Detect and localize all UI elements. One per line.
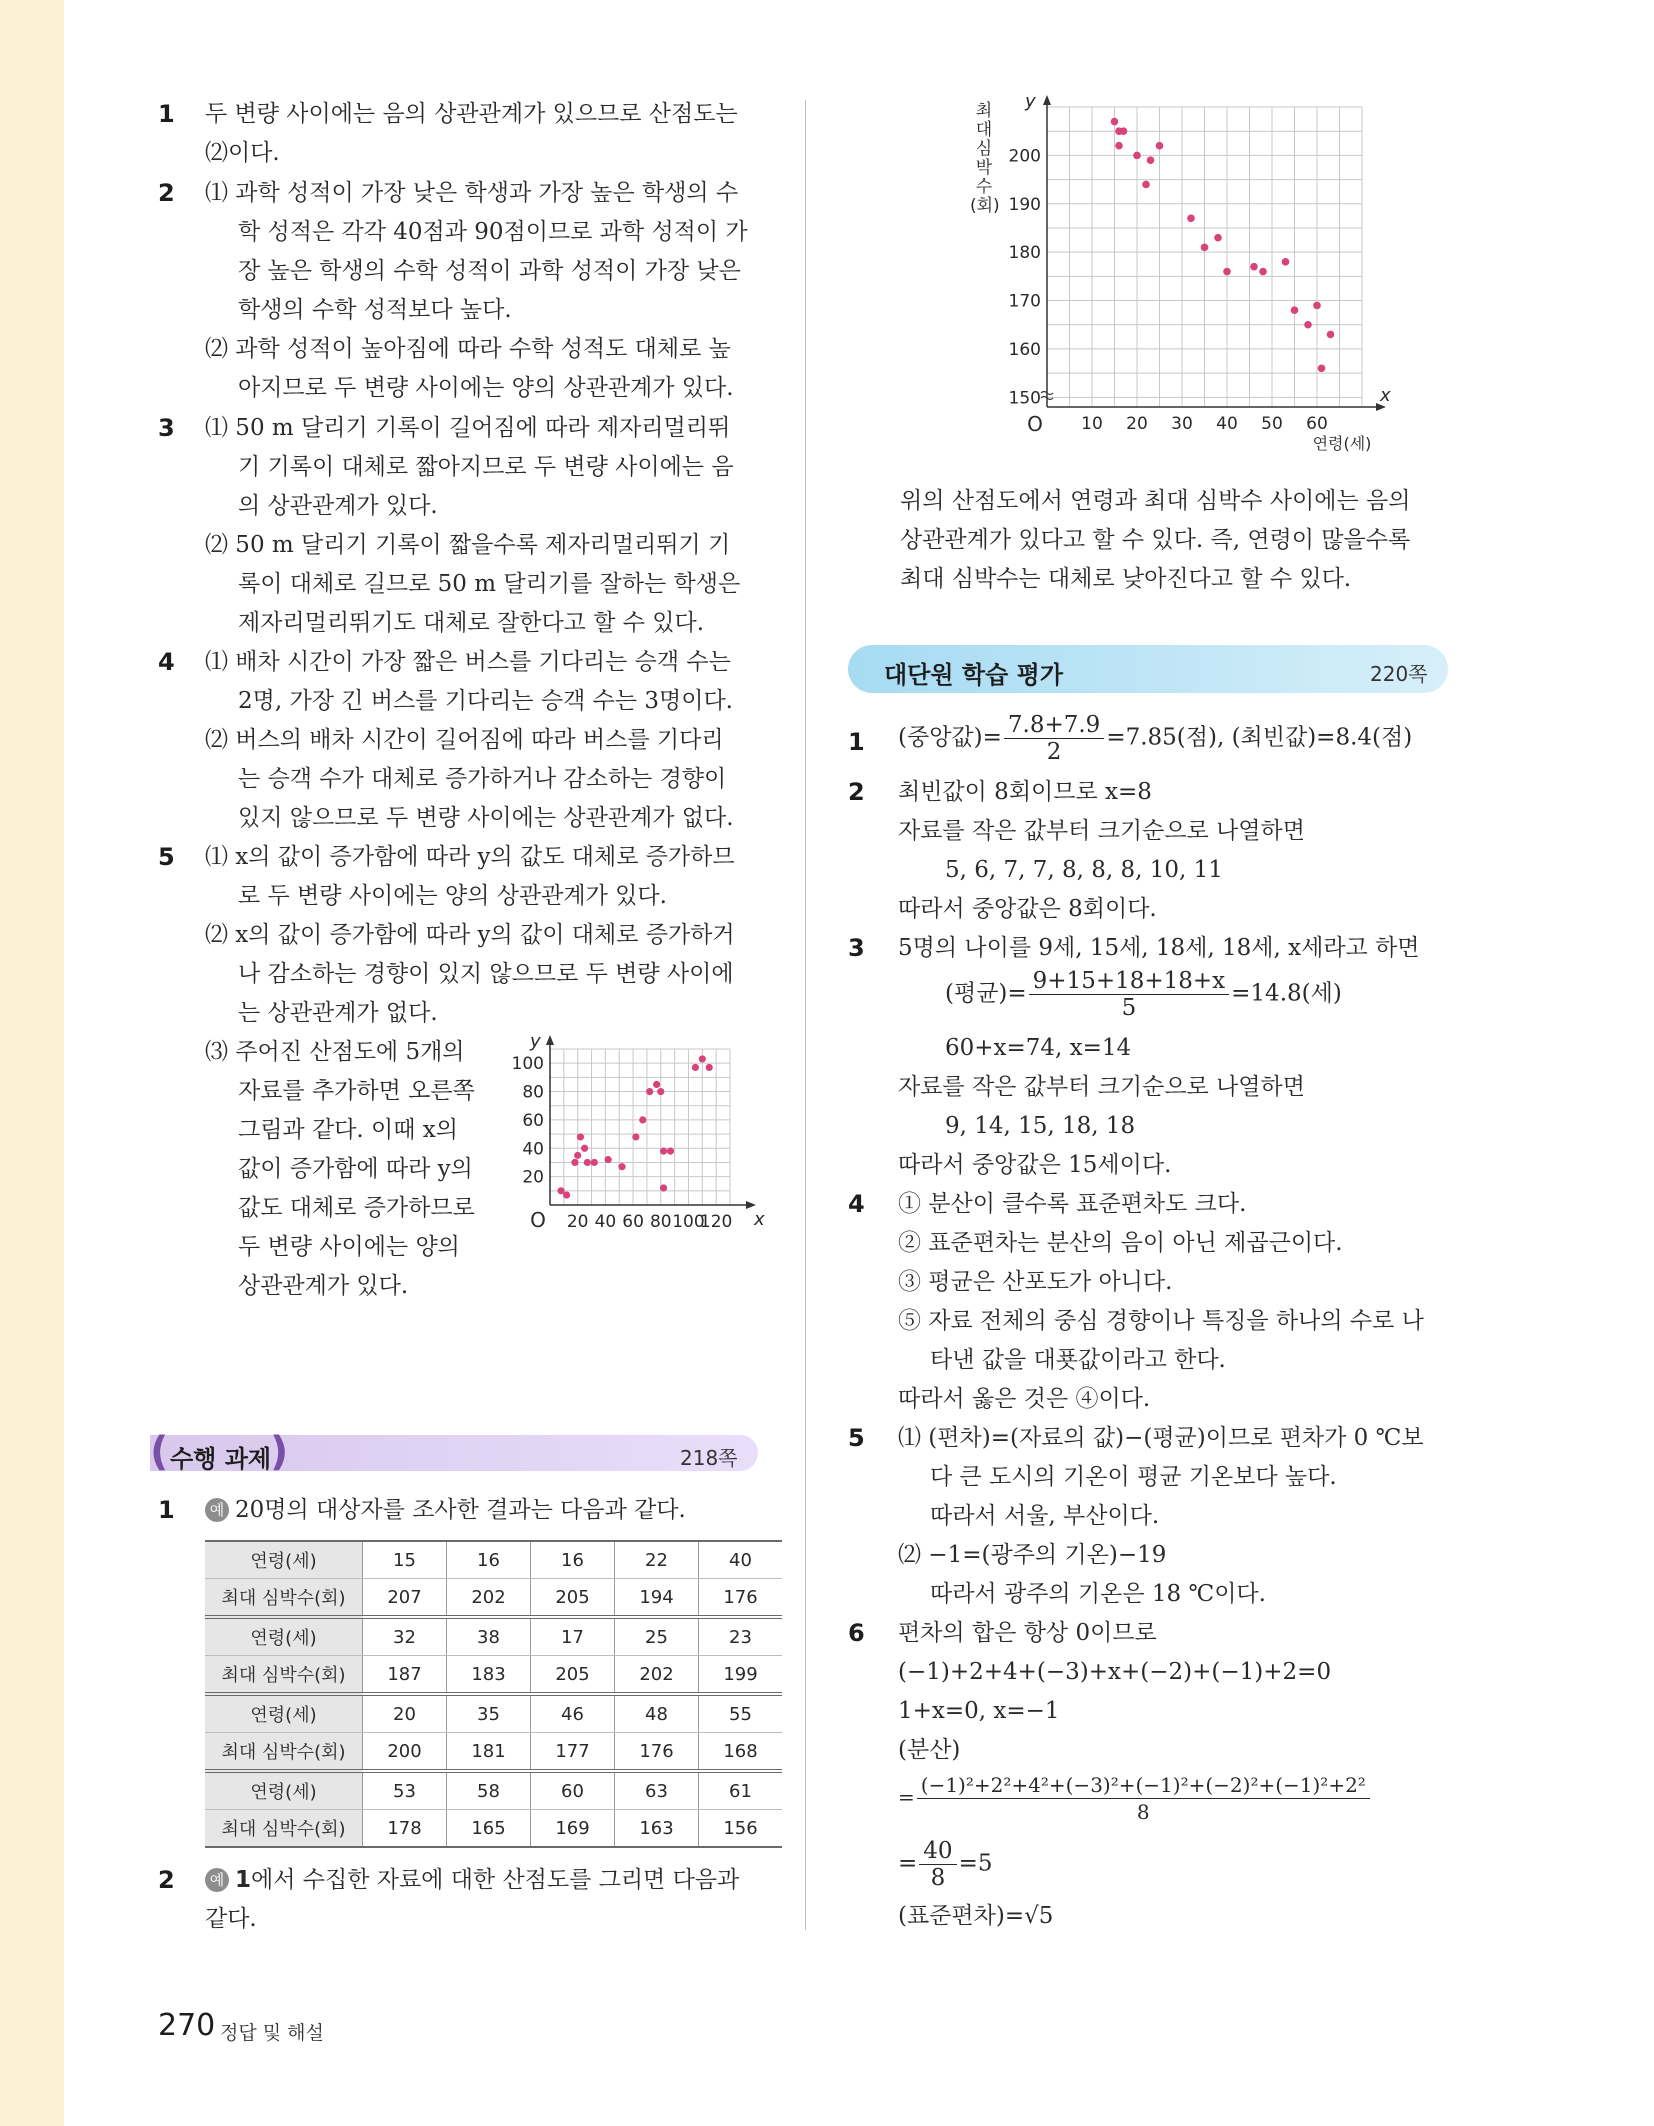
text-line: 값이 증가함에 따라 y의 [238, 1156, 473, 1182]
row-header: 연령(세) [205, 1541, 363, 1579]
table-cell: 181 [447, 1733, 531, 1772]
text-line: 따라서 중앙값은 15세이다. [898, 1152, 1172, 1178]
data-points [557, 1055, 712, 1198]
section-page-ref: 218쪽 [680, 1446, 738, 1470]
scatter-plot-heart-rate [965, 95, 1405, 465]
x-tick-label: O [530, 1208, 546, 1232]
answer-number: 4 [848, 1190, 865, 1218]
text-line: 타낸 값을 대푯값이라고 한다. [930, 1347, 1226, 1373]
text-line: 9, 14, 15, 18, 18 [945, 1113, 1136, 1139]
text-line [205, 1496, 686, 1524]
x-tick-label: 20 [1126, 414, 1148, 434]
data-point [699, 1055, 706, 1062]
answer-number: 6 [848, 1619, 865, 1647]
text-line: 기 기록이 대체로 짧아지므로 두 변량 사이에는 음 [238, 454, 734, 480]
y-axis-symbol: y [1025, 95, 1036, 112]
table-cell: 58 [447, 1771, 531, 1810]
denominator: 8 [1136, 1800, 1150, 1824]
text-content: (평균)= [945, 980, 1027, 1007]
text-line: ⑵ 50 m 달리기 기록이 짧을수록 제자리멀리뛰기 기 [205, 532, 731, 558]
text-line: 두 변량 사이에는 양의 [238, 1234, 460, 1260]
data-point [618, 1163, 625, 1170]
axes [1041, 95, 1386, 411]
data-point [660, 1184, 667, 1191]
table-row-age [205, 1617, 782, 1656]
data-point [1201, 244, 1209, 252]
table-cell: 163 [615, 1810, 699, 1848]
answer-number: 2 [848, 778, 865, 806]
x-tick-label: 50 [1261, 414, 1283, 434]
text-line: 따라서 서울, 부산이다. [930, 1503, 1160, 1529]
formula-line [945, 968, 1342, 1021]
table-cell: 63 [615, 1771, 699, 1810]
table-row-age [205, 1694, 782, 1733]
x-tick-label: 10 [1081, 414, 1103, 434]
table-cell: 25 [615, 1617, 699, 1656]
y-tick-label: 80 [522, 1082, 544, 1103]
answer-number: 4 [158, 648, 175, 676]
table-cell: 177 [531, 1733, 615, 1772]
text-line: ⑴ 배차 시간이 가장 짧은 버스를 기다리는 승객 수는 [205, 649, 731, 675]
text-content: 에서 수집한 자료에 대한 산점도를 그리면 다음과 [251, 1867, 740, 1893]
y-tick-label: 100 [511, 1054, 544, 1075]
text-line: 최빈값이 8회이므로 x=8 [898, 779, 1152, 805]
data-point [1304, 321, 1312, 329]
data-point [1133, 152, 1141, 160]
answer-number: 1 [158, 100, 175, 128]
x-axis-arrow [746, 1201, 756, 1209]
answer-number: 1 [158, 1496, 175, 1524]
text-line: 다 큰 도시의 기온이 평균 기온보다 높다. [930, 1464, 1337, 1490]
row-header: 연령(세) [205, 1771, 363, 1810]
answer-number: 5 [848, 1424, 865, 1452]
section-right-paren: ) [270, 1429, 289, 1475]
table-cell: 55 [699, 1694, 783, 1733]
text-content: 20명의 대상자를 조사한 결과는 다음과 같다. [235, 1497, 686, 1523]
text-line: 5명의 나이를 9세, 15세, 18세, 18세, x세라고 하면 [898, 935, 1420, 961]
text-line: ⑶ 주어진 산점도에 5개의 [205, 1039, 465, 1065]
answer-number: 2 [158, 179, 175, 207]
text-line: ⑵ −1=(광주의 기온)−19 [898, 1542, 1167, 1568]
table-cell: 48 [615, 1694, 699, 1733]
data-point [1223, 268, 1231, 276]
numerator: (−1)²+2²+4²+(−3)²+(−1)²+(−2)²+(−1)²+2² [917, 1772, 1370, 1799]
data-point [591, 1159, 598, 1166]
footer-label: 정답 및 해설 [220, 2022, 324, 2044]
table-cell: 20 [363, 1694, 447, 1733]
text-line: (표준편차)=√5 [898, 1903, 1054, 1929]
table-cell: 194 [615, 1579, 699, 1618]
section-title [884, 655, 1063, 690]
data-point [1291, 306, 1299, 314]
text-line: 록이 대체로 길므로 50 m 달리기를 잘하는 학생은 [238, 571, 741, 597]
text-line: 상관관계가 있다고 할 수 있다. 즉, 연령이 많을수록 [900, 527, 1411, 553]
text-line: ⑵ 버스의 배차 시간이 길어짐에 따라 버스를 기다리 [205, 727, 724, 753]
text-line: 따라서 광주의 기온은 18 ℃이다. [930, 1581, 1266, 1607]
data-point [1147, 156, 1155, 164]
text-line: ⑴ 50 m 달리기 기록이 길어짐에 따라 제자리멀리뛰 [205, 415, 731, 441]
x-tick-label: 60 [622, 1212, 644, 1232]
row-header: 연령(세) [205, 1617, 363, 1656]
text-line: 있지 않으므로 두 변량 사이에는 상관관계가 없다. [238, 805, 734, 831]
table-row-heart-rate [205, 1656, 782, 1695]
data-point [1214, 234, 1222, 242]
table-row-age [205, 1541, 782, 1579]
text-line: 장 높은 학생의 수학 성적이 과학 성적이 가장 낮은 [238, 258, 741, 284]
row-header: 최대 심박수(회) [205, 1810, 363, 1848]
page-side-band [0, 0, 64, 2126]
data-point [1282, 258, 1290, 266]
text-line: 로 두 변량 사이에는 양의 상관관계가 있다. [238, 883, 667, 909]
text-line: ⑤ 자료 전체의 중심 경향이나 특징을 하나의 수로 나 [898, 1308, 1424, 1334]
text-line: 자료를 추가하면 오른쪽 [238, 1078, 475, 1104]
text-line: 같다. [205, 1906, 257, 1932]
table-row-heart-rate [205, 1810, 782, 1848]
column-divider [805, 100, 806, 1930]
table-row-heart-rate [205, 1733, 782, 1772]
table-cell: 46 [531, 1694, 615, 1733]
numerator: 40 [919, 1838, 956, 1865]
table-cell: 202 [447, 1579, 531, 1618]
grid [1047, 107, 1362, 407]
text-line: (−1)+2+4+(−3)+x+(−2)+(−1)+2=0 [898, 1659, 1332, 1685]
text-line: 나 감소하는 경향이 있지 않으므로 두 변량 사이에 [238, 961, 734, 987]
x-tick-label: 40 [594, 1212, 617, 1232]
text-line: ⑵ 과학 성적이 높아짐에 따라 수학 성적도 대체로 높 [205, 336, 731, 362]
table-cell: 176 [699, 1579, 783, 1618]
data-point [605, 1156, 612, 1163]
text-line: ⑵이다. [205, 140, 280, 166]
text-line: 따라서 옳은 것은 ④이다. [898, 1386, 1151, 1412]
denominator: 5 [1121, 995, 1137, 1021]
y-axis-arrow [1043, 95, 1051, 105]
table-cell: 183 [447, 1656, 531, 1695]
fraction [1029, 968, 1230, 1021]
data-point [584, 1159, 591, 1166]
text-content: =7.85(점), (최빈값)=8.4(점) [1106, 724, 1413, 751]
text-line: 그림과 같다. 이때 x의 [238, 1117, 458, 1143]
scatter-plot-small [500, 1035, 770, 1245]
text-line: 자료를 작은 값부터 크기순으로 나열하면 [898, 818, 1305, 844]
table-cell: 205 [531, 1656, 615, 1695]
data-point [657, 1088, 664, 1095]
text-line: ⑴ (편차)=(자료의 값)−(평균)이므로 편차가 0 ℃보 [898, 1425, 1424, 1451]
section-left-paren: ( [150, 1429, 169, 1475]
answer-number: 3 [848, 934, 865, 962]
table-cell: 169 [531, 1810, 615, 1848]
text-line: ⑴ 과학 성적이 가장 낮은 학생과 가장 높은 학생의 수 [205, 180, 739, 206]
denominator: 2 [1046, 739, 1062, 765]
text-line: ② 표준편차는 분산의 음이 아닌 제곱근이다. [898, 1230, 1343, 1256]
answer-number: 1 [848, 728, 865, 756]
text-line: 는 승객 수가 대체로 증가하거나 감소하는 경향이 [238, 766, 727, 792]
y-tick-label: 40 [522, 1139, 544, 1160]
y-tick-label: 180 [1008, 243, 1041, 264]
text-line: 두 변량 사이에는 음의 상관관계가 있으므로 산점도는 [205, 101, 738, 127]
y-axis-arrow [546, 1035, 554, 1045]
table-cell: 16 [531, 1541, 615, 1579]
data-point [1187, 214, 1195, 222]
data-point [692, 1064, 699, 1071]
data-point [1142, 181, 1150, 189]
table-cell: 178 [363, 1810, 447, 1848]
text-line: 아지므로 두 변량 사이에는 양의 상관관계가 있다. [238, 375, 734, 401]
table-cell: 168 [699, 1733, 783, 1772]
text-content: =14.8(세) [1231, 980, 1342, 1007]
data-point [632, 1133, 639, 1140]
data-point [667, 1148, 674, 1155]
x-tick-label: 100 [672, 1212, 705, 1232]
table-cell: 176 [615, 1733, 699, 1772]
table-cell: 60 [531, 1771, 615, 1810]
table-cell: 205 [531, 1579, 615, 1618]
text-line: ⑴ x의 값이 증가함에 따라 y의 값도 대체로 증가하므 [205, 844, 735, 870]
x-tick-label: 80 [649, 1212, 672, 1232]
table-cell: 23 [699, 1617, 783, 1656]
y-tick-label: 170 [1008, 291, 1041, 312]
table-cell: 22 [615, 1541, 699, 1579]
tick-labels [1009, 95, 1391, 453]
row-header: 최대 심박수(회) [205, 1656, 363, 1695]
table-cell: 187 [363, 1656, 447, 1695]
text-line: 위의 산점도에서 연령과 최대 심박수 사이에는 음의 [900, 488, 1411, 514]
table-cell: 199 [699, 1656, 783, 1695]
data-point [574, 1152, 581, 1159]
formula-line: = $\frac{40}{8}$ =5 [898, 1838, 993, 1891]
fraction [1004, 712, 1104, 765]
text-line: 값도 대체로 증가하므로 [238, 1195, 475, 1221]
table-cell: 35 [447, 1694, 531, 1733]
row-header: 연령(세) [205, 1694, 363, 1733]
data-point [1120, 127, 1128, 135]
x-axis-symbol: x [1380, 385, 1391, 406]
denominator: 8 [930, 1865, 946, 1891]
text-line: ⑵ x의 값이 증가함에 따라 y의 값이 대체로 증가하거 [205, 922, 735, 948]
data-point [1259, 268, 1267, 276]
x-tick-label: 60 [1306, 414, 1328, 434]
heart-rate-table [205, 1540, 782, 1848]
x-tick-label: 30 [1171, 414, 1193, 434]
text-line: 학생의 수학 성적보다 높다. [238, 297, 512, 323]
text-content: =5 [958, 1850, 993, 1877]
data-point [706, 1064, 713, 1071]
table-cell: 16 [447, 1541, 531, 1579]
section-title: 수행 과제 [170, 1445, 272, 1473]
table-cell: 15 [363, 1541, 447, 1579]
x-tick-label: 20 [566, 1212, 589, 1232]
data-point [660, 1148, 667, 1155]
text-line: 제자리멀리뛰기도 대체로 잘한다고 할 수 있다. [238, 610, 705, 636]
text-line: 는 상관관계가 없다. [238, 1000, 438, 1026]
row-header: 최대 심박수(회) [205, 1579, 363, 1618]
y-tick-label: 160 [1008, 339, 1041, 360]
table-cell: 156 [699, 1810, 783, 1848]
table-cell: 200 [363, 1733, 447, 1772]
y-tick-label: 60 [522, 1110, 544, 1131]
section-page-ref: 220쪽 [1370, 662, 1428, 686]
bold-ref: 1 [235, 1867, 252, 1893]
data-point [1156, 142, 1164, 150]
table-cell: 207 [363, 1579, 447, 1618]
x-axis-label: 연령(세) [1312, 434, 1372, 453]
numerator: 7.8+7.9 [1004, 712, 1104, 739]
page-number: 270 [158, 2008, 216, 2043]
table-cell: 32 [363, 1617, 447, 1656]
data-point [1327, 331, 1335, 339]
numerator: 9+15+18+18+x [1029, 968, 1230, 995]
fraction [919, 1838, 956, 1891]
origin-label: O [1027, 412, 1043, 436]
table-row-age [205, 1771, 782, 1810]
text-line: ① 분산이 클수록 표준편차도 크다. [898, 1191, 1247, 1217]
text-line: 5, 6, 7, 7, 8, 8, 8, 10, 11 [945, 857, 1223, 883]
data-point [646, 1088, 653, 1095]
text-line: 학 성적은 각각 40점과 90점이므로 과학 성적이 가 [238, 219, 748, 245]
answer-number: 3 [158, 414, 175, 442]
fraction [917, 1772, 1370, 1825]
row-header: 최대 심박수(회) [205, 1733, 363, 1772]
data-point [1313, 302, 1321, 310]
data-point [1115, 142, 1123, 150]
x-axis-symbol: x [754, 1209, 765, 1230]
text-line: 60+x=74, x=14 [945, 1035, 1132, 1061]
text-line: 2명, 가장 긴 버스를 기다리는 승객 수는 3명이다. [238, 688, 733, 714]
example-badge: 예 [205, 1868, 229, 1892]
table-cell: 202 [615, 1656, 699, 1695]
y-axis-label-vertical: 최대 심박수(회) [970, 101, 1000, 216]
table-cell: 17 [531, 1617, 615, 1656]
formula-line [898, 712, 1412, 765]
text-line: 편차의 합은 항상 0이므로 [898, 1620, 1157, 1646]
y-tick-label: 150 [1008, 388, 1041, 409]
grid [550, 1049, 730, 1205]
data-point [577, 1133, 584, 1140]
y-tick-label: 20 [522, 1167, 544, 1188]
y-tick-label: 200 [1008, 146, 1041, 167]
table-row-heart-rate [205, 1579, 782, 1618]
data-point [563, 1191, 570, 1198]
answer-number: 5 [158, 843, 175, 871]
text-line: 최대 심박수는 대체로 낮아진다고 할 수 있다. [900, 566, 1352, 592]
text-line [205, 1866, 739, 1894]
y-tick-label: 190 [1008, 194, 1041, 215]
section-title-b: 학습 평가 [961, 661, 1064, 689]
x-tick-label: 40 [1216, 414, 1238, 434]
text-line: 상관관계가 있다. [238, 1273, 409, 1299]
y-axis-symbol: y [530, 1035, 541, 1052]
x-tick-label: 120 [699, 1212, 733, 1232]
text-line: 자료를 작은 값부터 크기순으로 나열하면 [898, 1074, 1305, 1100]
data-point [1318, 364, 1326, 372]
data-point [581, 1145, 588, 1152]
table-cell: 165 [447, 1810, 531, 1848]
section-title-a: 대단원 [884, 661, 954, 689]
table-cell: 38 [447, 1617, 531, 1656]
text-content: (중앙값)= [898, 724, 1002, 751]
data-point [1250, 263, 1258, 271]
table-cell: 61 [699, 1771, 783, 1810]
data-point [639, 1116, 646, 1123]
table-body [205, 1541, 782, 1847]
data-point [653, 1081, 660, 1088]
formula-line: = $\frac{\text{(−1)²+2²+4²+(−3)²+(−1)²+(−2)²+(−1)²+2²}}{8}$ [898, 1772, 1372, 1825]
table-cell: 40 [699, 1541, 783, 1579]
text-line: 따라서 중앙값은 8회이다. [898, 896, 1157, 922]
answer-number: 2 [158, 1866, 175, 1894]
data-point [571, 1159, 578, 1166]
text-line: (분산) [898, 1737, 961, 1763]
text-line: 의 상관관계가 있다. [238, 493, 438, 519]
table-cell: 53 [363, 1771, 447, 1810]
text-line: ③ 평균은 산포도가 아니다. [898, 1269, 1173, 1295]
text-line: 1+x=0, x=−1 [898, 1698, 1060, 1724]
data-point [1111, 118, 1119, 126]
example-badge: 예 [205, 1498, 229, 1522]
